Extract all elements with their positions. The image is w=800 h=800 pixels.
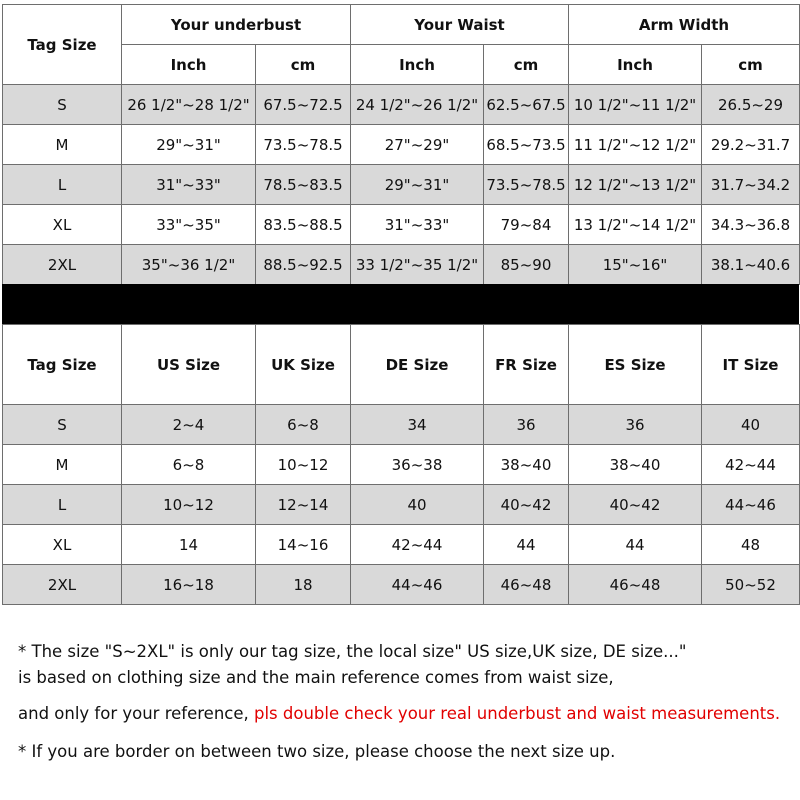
measurement-cell: 38.1~40.6 [702,245,800,285]
table-row [3,205,800,245]
note-highlight: pls double check your real underbust and waist measurements. [254,704,781,723]
size-cell: 44 [484,525,569,565]
conversion-header: FR Size [484,325,569,405]
measurement-cell: 34.3~36.8 [702,205,800,245]
measurement-cell: 29"~31" [351,165,484,205]
conversion-header: US Size [122,325,256,405]
measurement-cell: 26 1/2"~28 1/2" [122,85,256,125]
conversion-header-row [3,325,800,405]
table-row [3,245,800,285]
tag-size-cell: M [3,445,122,485]
conversion-header: ES Size [569,325,702,405]
unit-header: Inch [122,45,256,85]
measurement-cell: 29.2~31.7 [702,125,800,165]
table-row [3,445,800,485]
measurement-cell: 68.5~73.5 [484,125,569,165]
size-cell: 18 [256,565,351,605]
measurement-cell: 29"~31" [122,125,256,165]
size-cell: 36~38 [351,445,484,485]
size-cell: 40~42 [569,485,702,525]
note-line: * If you are border on between two size, please choose the next size up. [18,742,616,761]
size-cell: 42~44 [351,525,484,565]
size-cell: 46~48 [569,565,702,605]
measurement-cell: 83.5~88.5 [256,205,351,245]
size-cell: 34 [351,405,484,445]
table-row [3,525,800,565]
size-cell: 42~44 [702,445,800,485]
unit-header: Inch [569,45,702,85]
table-row [3,485,800,525]
measurement-cell: 10 1/2"~11 1/2" [569,85,702,125]
size-cell: 14 [122,525,256,565]
tag-size-cell: L [3,165,122,205]
measurement-cell: 33"~35" [122,205,256,245]
table-row [3,125,800,165]
measurement-cell: 24 1/2"~26 1/2" [351,85,484,125]
note-line: * The size "S~2XL" is only our tag size, the local size" US size,UK size, DE size..." [18,642,687,661]
size-cell: 40 [702,405,800,445]
measurement-cell: 88.5~92.5 [256,245,351,285]
measurement-cell: 27"~29" [351,125,484,165]
size-cell: 44~46 [351,565,484,605]
measurement-cell: 26.5~29 [702,85,800,125]
size-cell: 36 [484,405,569,445]
size-cell: 10~12 [122,485,256,525]
size-cell: 44 [569,525,702,565]
size-cell: 40 [351,485,484,525]
tag-size-cell: XL [3,525,122,565]
tag-size-cell: 2XL [3,565,122,605]
measurement-cell: 35"~36 1/2" [122,245,256,285]
size-cell: 46~48 [484,565,569,605]
tag-size-cell: L [3,485,122,525]
measurement-cell: 62.5~67.5 [484,85,569,125]
measurement-cell: 15"~16" [569,245,702,285]
measurement-cell: 78.5~83.5 [256,165,351,205]
conversion-header: IT Size [702,325,800,405]
measurement-cell: 31"~33" [122,165,256,205]
measurement-cell: 12 1/2"~13 1/2" [569,165,702,205]
size-cell: 12~14 [256,485,351,525]
tag-size-cell: M [3,125,122,165]
arm-width-header: Arm Width [569,5,800,45]
measurement-cell: 13 1/2"~14 1/2" [569,205,702,245]
size-cell: 40~42 [484,485,569,525]
size-cell: 50~52 [702,565,800,605]
size-cell: 6~8 [122,445,256,485]
conversion-header: DE Size [351,325,484,405]
tag-size-header: Tag Size [3,5,122,85]
size-conversion-table [2,324,800,605]
tag-size-cell: XL [3,205,122,245]
waist-header: Your Waist [351,5,569,45]
table-row [3,165,800,205]
unit-header: cm [484,45,569,85]
size-cell: 36 [569,405,702,445]
note-line [18,706,780,723]
note-text: and only for your reference, [18,704,254,723]
measurement-cell: 31.7~34.2 [702,165,800,205]
underbust-header: Your underbust [122,5,351,45]
tag-size-cell: 2XL [3,245,122,285]
size-cell: 2~4 [122,405,256,445]
measurement-cell: 73.5~78.5 [484,165,569,205]
conversion-header: Tag Size [3,325,122,405]
measurement-cell: 79~84 [484,205,569,245]
unit-header: cm [256,45,351,85]
measurement-cell: 11 1/2"~12 1/2" [569,125,702,165]
tag-size-cell: S [3,85,122,125]
size-cell: 10~12 [256,445,351,485]
size-cell: 14~16 [256,525,351,565]
unit-header: cm [702,45,800,85]
measurement-cell: 31"~33" [351,205,484,245]
size-cell: 48 [702,525,800,565]
size-cell: 16~18 [122,565,256,605]
size-cell: 38~40 [569,445,702,485]
size-cell: 44~46 [702,485,800,525]
table-row [3,565,800,605]
measurement-table [2,4,800,285]
measurement-cell: 33 1/2"~35 1/2" [351,245,484,285]
size-cell: 38~40 [484,445,569,485]
size-cell: 6~8 [256,405,351,445]
measurement-cell: 73.5~78.5 [256,125,351,165]
measurement-cell: 67.5~72.5 [256,85,351,125]
table-row [3,85,800,125]
measurement-cell: 85~90 [484,245,569,285]
table-row [3,405,800,445]
unit-header: Inch [351,45,484,85]
divider-bar [2,284,799,324]
conversion-header: UK Size [256,325,351,405]
tag-size-cell: S [3,405,122,445]
note-line: is based on clothing size and the main reference comes from waist size, [18,668,614,687]
